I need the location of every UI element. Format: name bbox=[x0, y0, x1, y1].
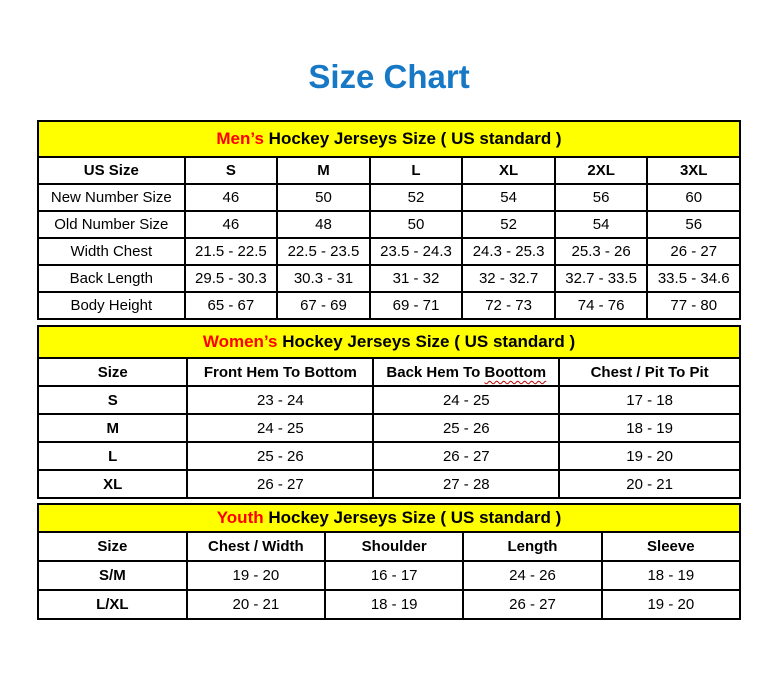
column-header: Size bbox=[38, 532, 187, 561]
size-value-cell: 24 - 25 bbox=[187, 414, 373, 442]
column-header: S bbox=[185, 157, 278, 184]
size-value-cell: 26 - 27 bbox=[187, 470, 373, 498]
column-header: L bbox=[370, 157, 463, 184]
mens-size-section bbox=[37, 120, 741, 320]
size-value-cell: 65 - 67 bbox=[185, 292, 278, 319]
column-header: Front Hem To Bottom bbox=[187, 358, 373, 386]
size-value-cell: 19 - 20 bbox=[559, 442, 740, 470]
size-value-cell: 56 bbox=[647, 211, 740, 238]
size-value-cell: 24 - 26 bbox=[463, 561, 601, 590]
size-value-cell: 46 bbox=[185, 211, 278, 238]
size-value-cell: 54 bbox=[555, 211, 648, 238]
mens-title-rest: Hockey Jerseys Size ( US standard ) bbox=[268, 129, 562, 149]
size-value-cell: 25 - 26 bbox=[187, 442, 373, 470]
size-value-cell: 20 - 21 bbox=[559, 470, 740, 498]
misspelled-word: Boottom bbox=[484, 363, 547, 381]
table-row bbox=[38, 184, 740, 211]
page-title: Size Chart bbox=[308, 58, 470, 95]
mens-table-title-band bbox=[37, 120, 741, 158]
size-value-cell: 18 - 19 bbox=[559, 414, 740, 442]
youth-title-rest: Hockey Jerseys Size ( US standard ) bbox=[268, 508, 562, 528]
column-header: Size bbox=[38, 358, 187, 386]
size-value-cell: 24.3 - 25.3 bbox=[462, 238, 555, 265]
column-header: M bbox=[277, 157, 370, 184]
size-value-cell: 50 bbox=[370, 211, 463, 238]
row-label: Back Length bbox=[38, 265, 185, 292]
size-value-cell: 50 bbox=[277, 184, 370, 211]
table-row bbox=[38, 238, 740, 265]
row-label: Body Height bbox=[38, 292, 185, 319]
row-label: S bbox=[38, 386, 187, 414]
size-value-cell: 19 - 20 bbox=[187, 561, 325, 590]
size-value-cell: 19 - 20 bbox=[602, 590, 740, 619]
size-value-cell: 72 - 73 bbox=[462, 292, 555, 319]
size-value-cell: 21.5 - 22.5 bbox=[185, 238, 278, 265]
womens-title-highlight: Women’s bbox=[202, 332, 278, 352]
size-value-cell: 18 - 19 bbox=[325, 590, 463, 619]
womens-size-section bbox=[37, 325, 741, 499]
table-row bbox=[38, 211, 740, 238]
size-value-cell: 18 - 19 bbox=[602, 561, 740, 590]
table-row bbox=[38, 265, 740, 292]
column-header: Shoulder bbox=[325, 532, 463, 561]
size-value-cell: 56 bbox=[555, 184, 648, 211]
table-row bbox=[38, 292, 740, 319]
size-value-cell: 27 - 28 bbox=[373, 470, 559, 498]
size-value-cell: 26 - 27 bbox=[373, 442, 559, 470]
row-label: M bbox=[38, 414, 187, 442]
row-label: Old Number Size bbox=[38, 211, 185, 238]
mens-size-table bbox=[37, 156, 741, 320]
header-row bbox=[38, 532, 740, 561]
size-value-cell: 23 - 24 bbox=[187, 386, 373, 414]
youth-size-section bbox=[37, 503, 741, 620]
column-header: Chest / Pit To Pit bbox=[559, 358, 740, 386]
size-value-cell: 24 - 25 bbox=[373, 386, 559, 414]
size-value-cell: 32.7 - 33.5 bbox=[555, 265, 648, 292]
womens-table-title-band bbox=[37, 325, 741, 359]
youth-table-title-band bbox=[37, 503, 741, 533]
size-value-cell: 32 - 32.7 bbox=[462, 265, 555, 292]
row-label: L bbox=[38, 442, 187, 470]
row-label: New Number Size bbox=[38, 184, 185, 211]
size-value-cell: 26 - 27 bbox=[463, 590, 601, 619]
table-row bbox=[38, 470, 740, 498]
womens-size-table bbox=[37, 357, 741, 499]
row-label: Width Chest bbox=[38, 238, 185, 265]
row-label: S/M bbox=[38, 561, 187, 590]
mens-title-highlight: Men’s bbox=[216, 129, 264, 149]
size-value-cell: 77 - 80 bbox=[647, 292, 740, 319]
size-value-cell: 16 - 17 bbox=[325, 561, 463, 590]
size-value-cell: 52 bbox=[370, 184, 463, 211]
size-value-cell: 60 bbox=[647, 184, 740, 211]
size-value-cell: 48 bbox=[277, 211, 370, 238]
size-value-cell: 52 bbox=[462, 211, 555, 238]
table-row bbox=[38, 590, 740, 619]
header-row bbox=[38, 358, 740, 386]
size-value-cell: 17 - 18 bbox=[559, 386, 740, 414]
row-label: XL bbox=[38, 470, 187, 498]
size-value-cell: 26 - 27 bbox=[647, 238, 740, 265]
size-value-cell: 69 - 71 bbox=[370, 292, 463, 319]
column-header: 2XL bbox=[555, 157, 648, 184]
row-label: L/XL bbox=[38, 590, 187, 619]
size-value-cell: 74 - 76 bbox=[555, 292, 648, 319]
table-row bbox=[38, 386, 740, 414]
size-value-cell: 30.3 - 31 bbox=[277, 265, 370, 292]
size-value-cell: 46 bbox=[185, 184, 278, 211]
youth-title-highlight: Youth bbox=[216, 508, 264, 528]
column-header: 3XL bbox=[647, 157, 740, 184]
size-value-cell: 29.5 - 30.3 bbox=[185, 265, 278, 292]
size-value-cell: 25 - 26 bbox=[373, 414, 559, 442]
table-row bbox=[38, 442, 740, 470]
column-header: Chest / Width bbox=[187, 532, 325, 561]
table-row bbox=[38, 561, 740, 590]
size-value-cell: 33.5 - 34.6 bbox=[647, 265, 740, 292]
youth-size-table bbox=[37, 531, 741, 620]
size-value-cell: 31 - 32 bbox=[370, 265, 463, 292]
size-value-cell: 22.5 - 23.5 bbox=[277, 238, 370, 265]
table-row bbox=[38, 414, 740, 442]
column-header: Length bbox=[463, 532, 601, 561]
size-chart-content bbox=[37, 0, 741, 620]
column-header: US Size bbox=[38, 157, 185, 184]
womens-title-rest: Hockey Jerseys Size ( US standard ) bbox=[282, 332, 576, 352]
column-header: XL bbox=[462, 157, 555, 184]
size-value-cell: 20 - 21 bbox=[187, 590, 325, 619]
size-value-cell: 25.3 - 26 bbox=[555, 238, 648, 265]
size-value-cell: 67 - 69 bbox=[277, 292, 370, 319]
column-header: Sleeve bbox=[602, 532, 740, 561]
size-value-cell: 23.5 - 24.3 bbox=[370, 238, 463, 265]
column-header: Back Hem To Boottom bbox=[373, 358, 559, 386]
size-value-cell: 54 bbox=[462, 184, 555, 211]
header-row bbox=[38, 157, 740, 184]
